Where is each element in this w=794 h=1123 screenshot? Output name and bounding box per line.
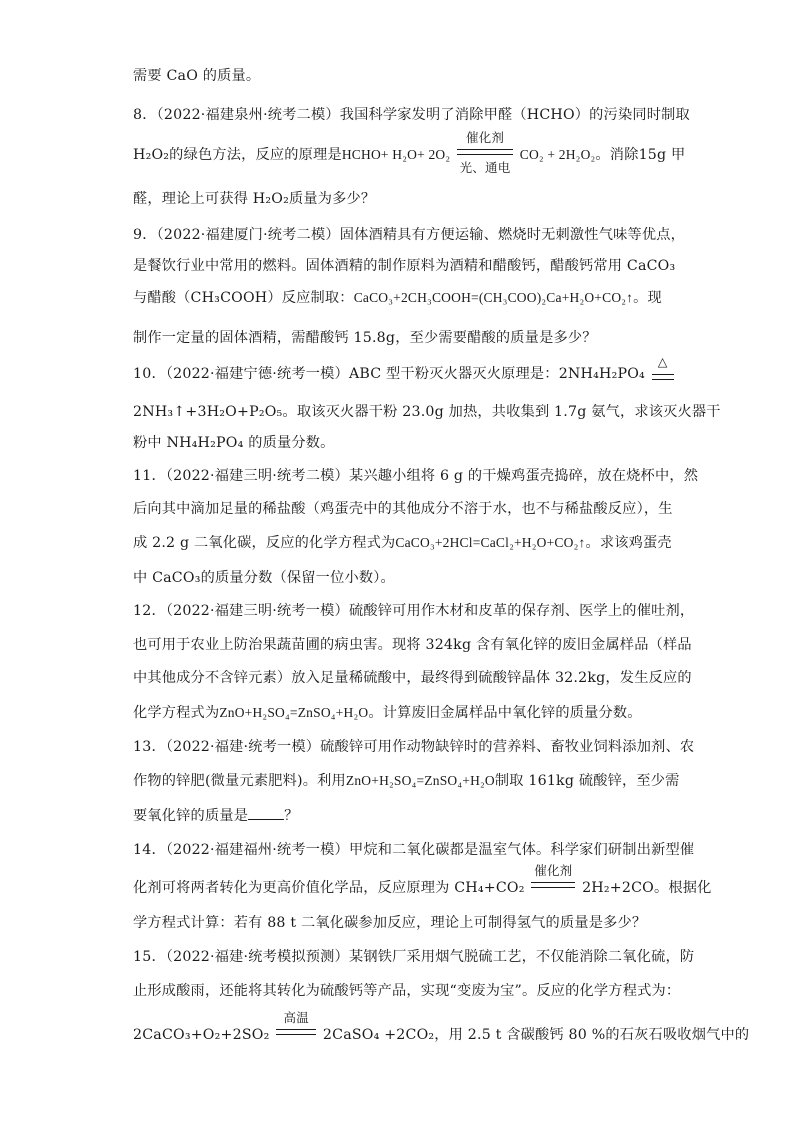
text-segment: 2H₂+2CO。根据化 bbox=[582, 880, 712, 896]
text-segment: H₂O₂的绿色方法，反应的原理是 bbox=[133, 147, 342, 163]
text-line: 需要 CaO 的质量。 bbox=[133, 68, 261, 84]
reaction-condition-arrow bbox=[457, 130, 513, 175]
text-segment: 。求该鸡蛋壳 bbox=[585, 535, 672, 551]
double-line bbox=[276, 1029, 316, 1035]
text-segment: 2CaCO₃+O₂+2SO₂ bbox=[133, 1027, 270, 1043]
question-15-line-1: 15．（2022·福建·统考模拟预测）某钢铁厂采用烟气脱硫工艺，不仅能消除二氧化硫，防 bbox=[133, 949, 695, 965]
equation-right: CO₂ + 2H₂O₂ bbox=[519, 147, 596, 162]
text-segment: 2CaSO₄ +2CO₂，用 2.5 t 含碳酸钙 80 %的石灰石吸收烟气中的 bbox=[322, 1027, 750, 1043]
question-13-line-1: 13．（2022·福建·统考一模）硫酸锌可用作动物缺锌时的营养料、畜牧业饲料添加剂、农 bbox=[133, 739, 695, 755]
question-13-line-3 bbox=[133, 805, 673, 826]
text-segment: 要氧化锌的质量是 bbox=[133, 808, 249, 824]
text-segment: 制取 161kg 硫酸锌，至少需 bbox=[494, 773, 680, 789]
question-12-line-1: 12．（2022·福建三明·统考一模）硫酸锌可用作木材和皮革的保存剂、医学上的催吐剂， bbox=[133, 603, 695, 619]
heat-symbol: △ bbox=[657, 354, 668, 369]
question-9-line-1: 9．（2022·福建厦门·统考二模）固体酒精具有方便运输、燃烧时无刺激性气味等优点， bbox=[133, 227, 686, 243]
condition-top: 催化剂 bbox=[465, 130, 505, 145]
question-8-line-3: 醛，理论上可获得 H₂O₂质量为多少？ bbox=[133, 191, 376, 207]
text-segment: 10．（2022·福建宁德·统考一模）ABC 型干粉灭火器灭火原理是：2NH₄H₂PO₄ bbox=[133, 366, 645, 382]
answer-blank[interactable] bbox=[248, 805, 284, 820]
question-10-line-2: 2NH₃↑+3H₂O+P₂O₅。取该灭火器干粉 23.0g 加热，共收集到 1.7g 氨气，求该灭火器干 bbox=[133, 404, 721, 420]
double-line bbox=[531, 882, 575, 888]
question-12-line-3: 中其他成分不含锌元素）放入足量稀硫酸中，最终得到硫酸锌晶体 32.2kg，发生反应的 bbox=[133, 670, 692, 686]
condition-top: 催化剂 bbox=[534, 863, 573, 878]
text-segment: 化剂可将两者转化为更高价值化学品，反应原理为 CH₄+CO₂ bbox=[133, 880, 525, 896]
question-12-line-4 bbox=[133, 703, 673, 723]
high-temp-condition-arrow bbox=[276, 1010, 316, 1045]
question-14-line-2 bbox=[133, 863, 712, 898]
question-11-line-3 bbox=[133, 533, 673, 553]
catalyst-condition-arrow bbox=[531, 863, 575, 898]
question-10-line-3: 粉中 NH₄H₂PO₄ 的质量分数。 bbox=[133, 435, 335, 451]
question-15-line-2: 止形成酸雨，还能将其转化为硫酸钙等产品，实现“变废为宝”。反应的化学方程式为： bbox=[133, 983, 681, 999]
chemical-equation: ZnO+H₂SO₄=ZnSO₄+H₂O bbox=[345, 773, 495, 788]
heat-condition-arrow bbox=[652, 354, 674, 384]
text-segment: ？ bbox=[284, 808, 299, 824]
chemical-equation: CaCO₃+2HCl=CaCl₂+H₂O+CO₂↑ bbox=[395, 535, 586, 550]
text-segment: 。计算废旧金属样品中氧化锌的质量分数。 bbox=[368, 705, 642, 721]
question-9-line-4: 制作一定量的固体酒精，需醋酸钙 15.8g，至少需要醋酸的质量是多少？ bbox=[133, 330, 597, 346]
question-8-line-1: 8．（2022·福建泉州·统考二模）我国科学家发明了消除甲醛（HCHO）的污染同时制取 bbox=[133, 107, 690, 123]
question-11-line-1: 11．（2022·福建三明·统考二模）某兴趣小组将 6 g 的干燥鸡蛋壳捣碎，放在烧杯中，然 bbox=[133, 468, 699, 484]
condition-top: 高温 bbox=[283, 1010, 309, 1025]
text-segment: 成 2.2 g 二氧化碳，反应的化学方程式为 bbox=[133, 535, 396, 551]
question-15-line-3 bbox=[133, 1010, 750, 1045]
double-line bbox=[652, 374, 674, 380]
question-11-line-2: 后向其中滴加足量的稀盐酸（鸡蛋壳中的其他成分不溶于水，也不与稀盐酸反应），生 bbox=[133, 501, 673, 517]
text-segment: 。现 bbox=[633, 290, 662, 306]
question-14-line-3: 学方程式计算：若有 88 t 二氧化碳参加反应，理论上可制得氢气的质量是多少？ bbox=[133, 915, 647, 931]
text-segment: 化学方程式为 bbox=[133, 705, 220, 721]
question-13-line-2 bbox=[133, 771, 680, 791]
text-segment: 与醋酸（CH₃COOH）反应制取： bbox=[133, 290, 354, 306]
text-segment: 作物的锌肥(微量元素肥料)。利用 bbox=[133, 773, 346, 789]
double-line bbox=[457, 149, 513, 155]
text-segment: 。消除15g 甲 bbox=[595, 147, 686, 163]
chemical-equation: ZnO+H₂SO₄=ZnSO₄+H₂O bbox=[219, 705, 369, 720]
question-9-line-2: 是餐饮行业中常用的燃料。固体酒精的制作原料为酒精和醋酸钙，醋酸钙常用 CaCO₃ bbox=[133, 258, 676, 274]
chemical-equation: CaCO₃+2CH₃COOH=(CH₃COO)₂Ca+H₂O+CO₂↑ bbox=[353, 290, 634, 305]
question-8-line-2 bbox=[133, 130, 686, 175]
question-9-line-3 bbox=[133, 288, 673, 308]
question-10-line-1 bbox=[133, 354, 673, 384]
condition-bottom: 光、通电 bbox=[459, 160, 511, 175]
question-12-line-2: 也可用于农业上防治果蔬苗圃的病虫害。现将 324kg 含有氧化锌的废旧金属样品（样品 bbox=[133, 637, 692, 653]
question-11-line-4: 中 CaCO₃的质量分数（保留一位小数）。 bbox=[133, 570, 395, 586]
equation-left: HCHO+ H₂O+ 2O₂ bbox=[341, 147, 451, 162]
question-14-line-1: 14．（2022·福建福州·统考一模）甲烷和二氧化碳都是温室气体。科学家们研制出新型催 bbox=[133, 842, 695, 858]
